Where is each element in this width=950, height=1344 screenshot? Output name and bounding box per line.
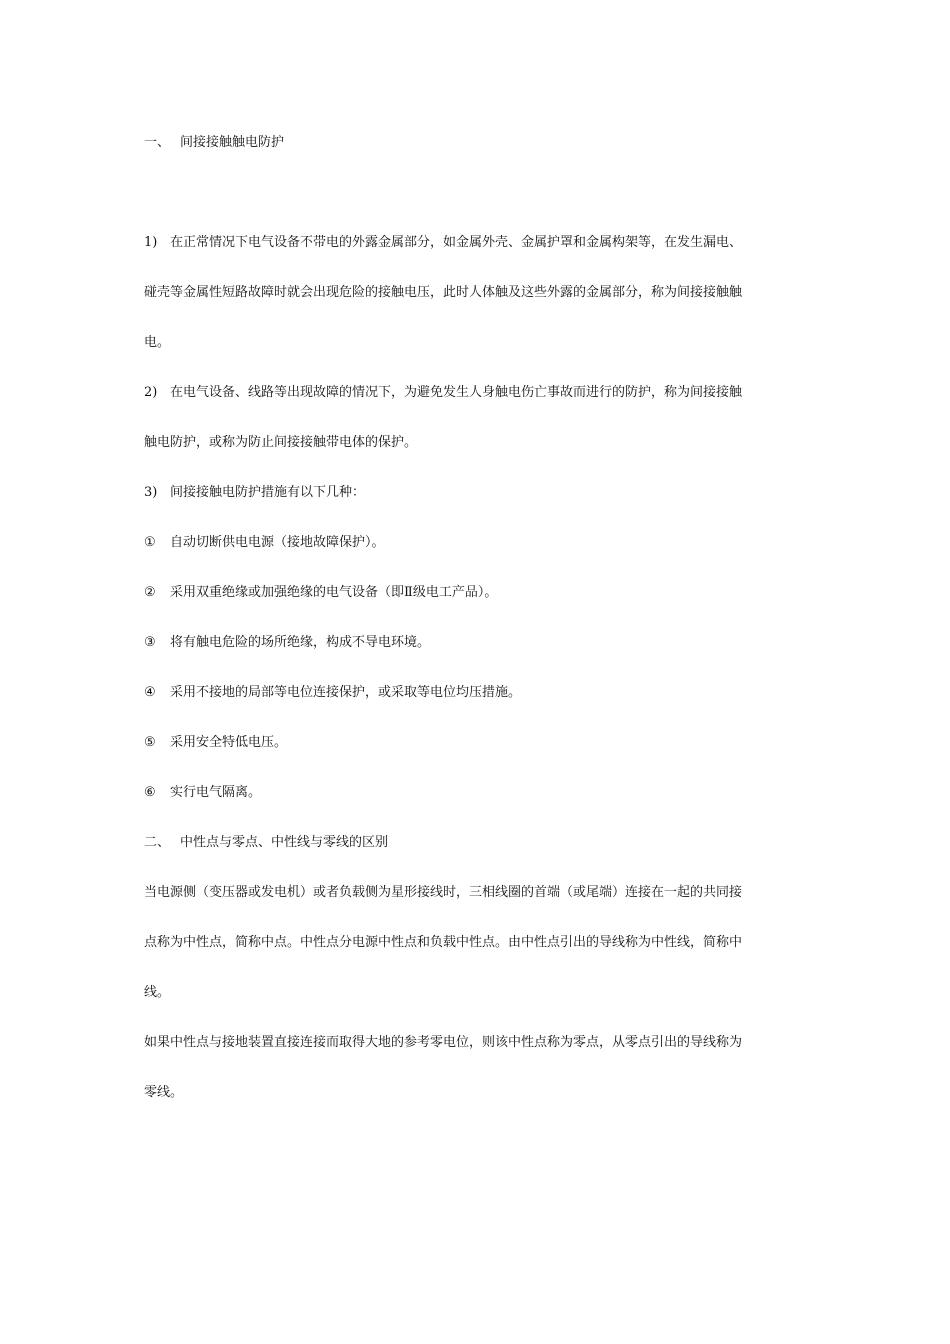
- item-1-line-3: 电。: [144, 335, 171, 350]
- measure-marker: ①: [144, 535, 156, 550]
- section-heading-2: [144, 834, 814, 852]
- measure-item: [144, 684, 814, 702]
- item-text: 在电气设备、线路等出现故障的情况下，为避免发生人身触电伤亡事故而进行的防护，称为间接接触: [170, 385, 743, 400]
- section-heading-1: [144, 134, 814, 152]
- section-title: 间接接触触电防护: [180, 135, 285, 150]
- measure-marker: ②: [144, 585, 156, 600]
- measure-text: 将有触电危险的场所绝缘，构成不导电环境。: [170, 635, 431, 650]
- paragraph-2-line-2: 零线。: [144, 1085, 184, 1100]
- measure-item: [144, 784, 814, 802]
- item-2-line-1: [144, 384, 814, 402]
- paragraph-1-line-3: 线。: [144, 985, 171, 1000]
- item-marker: 2): [144, 385, 158, 400]
- paragraph-1-line-2: 点称为中性点，简称中点。中性点分电源中性点和负载中性点。由中性点引出的导线称为中性线，简称中: [144, 935, 743, 950]
- measure-marker: ⑥: [144, 785, 156, 800]
- measure-marker: ④: [144, 685, 156, 700]
- measure-text: 自动切断供电电源（接地故障保护）。: [170, 535, 385, 550]
- section-marker: 一、: [144, 135, 171, 150]
- item-marker: 3): [144, 485, 158, 500]
- measure-item: [144, 584, 814, 602]
- item-text: 间接接触电防护措施有以下几种：: [170, 485, 366, 500]
- item-3-line-1: [144, 484, 814, 502]
- measure-item: [144, 634, 814, 652]
- paragraph-2-line-1: 如果中性点与接地装置直接连接而取得大地的参考零电位，则该中性点称为零点，从零点引出的导线称为: [144, 1035, 743, 1050]
- section-title: 中性点与零点、中性线与零线的区别: [180, 835, 389, 850]
- measure-text: 实行电气隔离。: [170, 785, 262, 800]
- measure-text: 采用安全特低电压。: [170, 735, 288, 750]
- section-marker: 二、: [144, 835, 171, 850]
- measure-item: [144, 534, 814, 552]
- item-marker: 1): [144, 235, 158, 250]
- item-1-line-2: 碰壳等金属性短路故障时就会出现危险的接触电压，此时人体触及这些外露的金属部分，称为间接接触触: [144, 285, 743, 300]
- measure-marker: ⑤: [144, 735, 156, 750]
- measure-text: 采用双重绝缘或加强绝缘的电气设备（即Ⅱ级电工产品）。: [170, 585, 498, 600]
- item-text: 在正常情况下电气设备不带电的外露金属部分，如金属外壳、金属护罩和金属构架等，在发生漏电、: [170, 235, 743, 250]
- measure-text: 采用不接地的局部等电位连接保护，或采取等电位均压措施。: [170, 685, 522, 700]
- item-1-line-1: [144, 234, 814, 252]
- measure-item: [144, 734, 814, 752]
- item-2-line-2: 触电防护，或称为防止间接接触带电体的保护。: [144, 435, 418, 450]
- measure-marker: ③: [144, 635, 156, 650]
- paragraph-1-line-1: 当电源侧（变压器或发电机）或者负载侧为星形接线时，三相线圈的首端（或尾端）连接在一起的共同接: [144, 885, 743, 900]
